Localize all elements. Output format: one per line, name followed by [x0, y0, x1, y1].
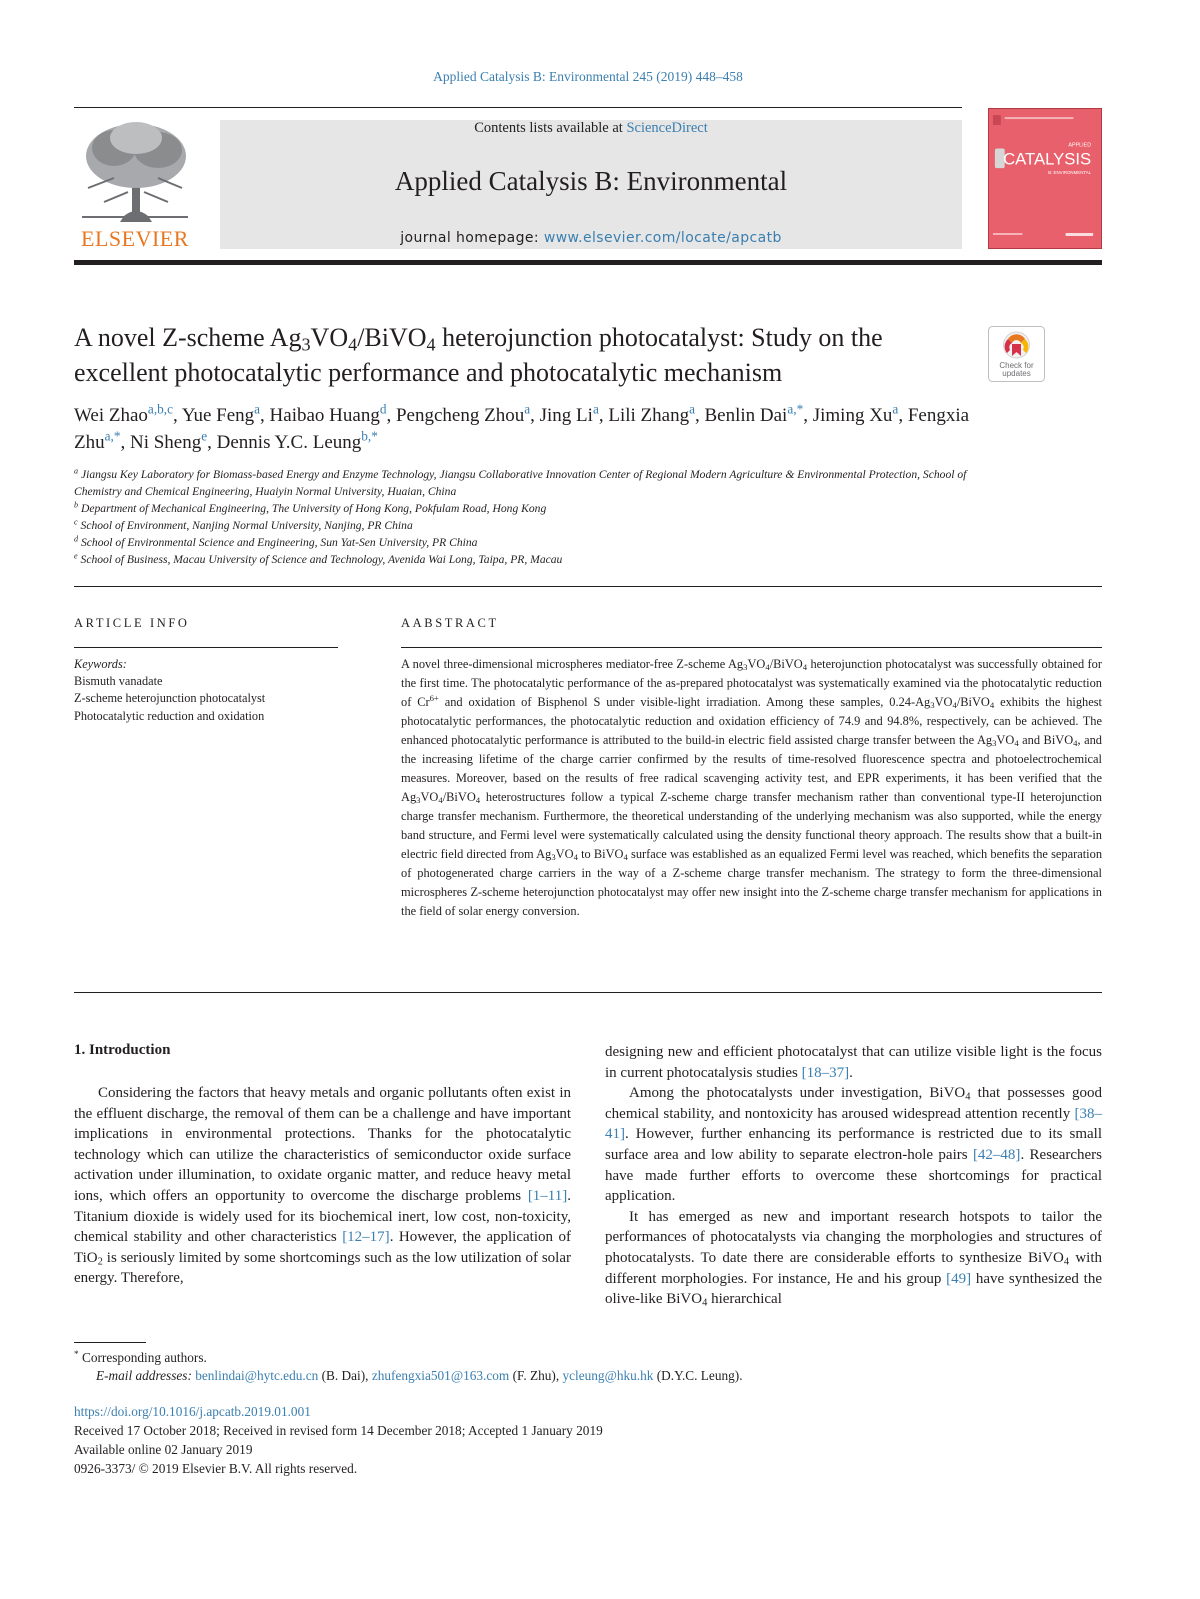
check-updates-line1: Check for [999, 361, 1034, 370]
svg-text:B: ENVIRONMENTAL: B: ENVIRONMENTAL [1048, 170, 1092, 176]
homepage-prefix: journal homepage: [400, 230, 544, 246]
svg-text:APPLIED: APPLIED [1068, 142, 1092, 149]
citation-link[interactable]: [42–48] [972, 1146, 1021, 1163]
paragraph: Considering the factors that heavy metals and organic pollutants often exist in the effluent discharge, the removal of them can be a challenge and have important implications in environmental protections. Thanks for the photocatalytic technology which can utilize the characteristics of semiconductor oxide surface activation under illumination, to oxidate organic matter, and reduce heavy metal ions, which offers an opportunity to overcome the discharge problems [1–11]. Titanium dioxide is widely used for its biochemical inert, low cost, non-toxicity, chemical stability and other characteristics [12–17]. However, the application of TiO$_2$ is seriously limited by some shortcomings such as the low utilization of solar energy. Therefore, [74, 1085, 571, 1287]
affiliation-text: School of Environmental Science and Engineering, Sun Yat-Sen University, PR China [80, 536, 478, 549]
author-affiliation-mark[interactable]: e [201, 428, 208, 444]
author-separator: , [530, 405, 540, 426]
affiliation-item [74, 551, 1014, 568]
author-name[interactable]: Dennis Y.C. Leung [216, 432, 362, 453]
author-affiliation-mark[interactable]: d [379, 401, 387, 417]
contents-available-line [220, 120, 962, 137]
author-name[interactable]: Benlin Dai [704, 405, 788, 426]
check-for-updates-badge[interactable] [988, 326, 1045, 382]
author-name[interactable]: Pengcheng Zhou [395, 405, 525, 426]
header-bottom-rule [74, 260, 1102, 265]
journal-name: Applied Catalysis B: Environmental [394, 166, 788, 196]
affiliation-text: School of Environment, Nanjing Normal University, Nanjing, PR China [80, 519, 413, 532]
affiliation-mark: c [74, 517, 78, 527]
author-separator: , [898, 405, 908, 426]
contents-prefix: Contents lists available at [474, 120, 627, 136]
affiliation-item [74, 517, 1014, 534]
paragraph: designing new and efficient photocatalyst that can utilize visible light is the focus in current photocatalysis studies [18–37]. [605, 1044, 1102, 1081]
author-name[interactable]: Fengxia Zhu [74, 405, 970, 453]
article-info-heading: ARTICLE INFO [74, 616, 190, 630]
abstract-bottom-rule [74, 992, 1102, 993]
email-link[interactable]: ycleung@hku.hk [562, 1368, 654, 1383]
author-affiliation-mark[interactable]: b,* [361, 428, 378, 444]
affiliation-rule [74, 586, 1102, 587]
keyword-item: Z-scheme heterojunction photocatalyst [74, 691, 266, 706]
corresponding-footnote: * Corresponding authors. [74, 1349, 207, 1365]
article-title: A novel Z-scheme $Ag_3VO_4/BiVO_4$ heterojunction photocatalyst: Study on the excellent photocatalytic performance and photocatalytic mechanism [74, 323, 883, 387]
author-separator: , [694, 405, 705, 426]
author-separator: , [598, 405, 609, 426]
keywords-block [74, 656, 364, 725]
paragraph: Among the photocatalysts under investigation, BiVO$_4$ that possesses good chemical stability, and nontoxicity has aroused widespread attention recently [38–41]. However, further enhancing its performance is restricted due to its small surface area and low ability to separate electron-hole pairs [42–48]. Researchers have made further efforts to overcome these shortcomings for practical application. [605, 1085, 1102, 1205]
keywords-label: Keywords: [74, 657, 127, 671]
affiliation-text: Department of Mechanical Engineering, The University of Hong Kong, Pokfulam Road, Hong Kong [80, 502, 547, 515]
author-name[interactable]: Lili Zhang [608, 405, 690, 426]
abstract-heading: AABSTRACT [401, 616, 499, 630]
elsevier-tree-logo [74, 118, 196, 250]
affiliation-text: Jiangsu Key Laboratory for Biomass-based Energy and Enzyme Technology, Jiangsu Collaborative Innovation Center of Regional Modern Agriculture & Environmental Protection, School of Chemistry and Chemical Engineering, Huaiyin Normal University, Huaian, China [74, 468, 967, 498]
sciencedirect-link[interactable]: ScienceDirect [626, 120, 708, 136]
author-name[interactable]: Wei Zhao [74, 405, 148, 426]
abstract-rule [401, 647, 1102, 648]
author-separator: , [173, 405, 182, 426]
copyright: 0926-3373/ © 2019 Elsevier B.V. All rights reserved. [74, 1461, 358, 1476]
author-affiliation-mark[interactable]: a,* [104, 428, 121, 444]
author-separator: , [120, 432, 130, 453]
publication-info [74, 1402, 1102, 1478]
affiliation-item [74, 466, 1014, 500]
email-link[interactable]: zhufengxia501@163.com [371, 1368, 510, 1383]
author-affiliation-mark[interactable]: a [689, 401, 695, 417]
author-name[interactable]: Ni Sheng [129, 432, 202, 453]
elsevier-wordmark: ELSEVIER [81, 226, 189, 250]
doi-link[interactable]: https://doi.org/10.1016/j.apcatb.2019.01.001 [74, 1404, 311, 1419]
citation-link[interactable]: [12–17] [342, 1229, 390, 1246]
author-affiliation-mark[interactable]: a,b,c [147, 401, 174, 417]
author-separator: , [803, 405, 813, 426]
affiliation-item [74, 534, 1014, 551]
journal-reference-link[interactable]: Applied Catalysis B: Environmental 245 (2019) 448–458 [433, 69, 743, 84]
author-affiliation-mark[interactable]: a [254, 401, 261, 417]
check-updates-line2: updates [1002, 369, 1031, 378]
body-column-left [74, 1083, 571, 1289]
citation-link[interactable]: [1–11] [527, 1187, 568, 1204]
author-name[interactable]: Jing Li [539, 405, 593, 426]
abstract-text: A novel three-dimensional microspheres mediator-free Z-scheme $Ag_3VO_4/BiVO_4$ heterojunction photocatalyst was successfully obtained for the first time. The photocatalytic performance of the as-prepared photocatalyst was systematically examined via the photocatalytic reduction of $Cr^{6+}$ and oxidation of Bisphenol S under visible-light irradiation. Among these samples, $0.24-Ag_3VO_4/BiVO_4$ exhibits the highest photocatalytic performances, the photocatalytic reduction and oxidation efficiency of 74.9 and 94.8%, respectively, can be achieved. The enhanced photocatalytic performance is attributed to the build-in electric field assisted charge transfer between the $Ag_3VO_4$ and BiVO$_4$, and the increasing lifetime of the charge carrier confirmed by the results of time-resolved fluorescence spectra and photoelectrochemical measures. Moreover, based on the results of free radical scavenging activity test, and EPR experiments, it has been verified that the $Ag_3VO_4/BiVO_4$ heterostructures follow a typical Z-scheme charge transfer mechanism rather than conventional type-II heterojunction charge transfer mechanism. Furthermore, the theoretical understanding of the underlying mechanism was also supported, while the energy band structure, and Fermi level were systematically calculated using the density functional theory approach. The results show that a built-in electric field directed from $Ag_3VO_4$ to BiVO$_4$ surface was established as an equalized Fermi level was reached, which benefits the separation of photogenerated charge carriers in the way of a Z-scheme charge transfer mechanism. The strategy to form the three-dimensional microspheres Z-scheme heterojunction photocatalyst may offer new insight into the Z-scheme charge transfer mechanism for applications in the field of solar energy conversion. [401, 657, 1103, 918]
journal-homepage-line [220, 230, 962, 246]
keyword-item: Bismuth vanadate [74, 674, 163, 689]
author-separator: , [386, 405, 396, 426]
body-column-right [605, 1042, 1102, 1310]
footnote-rule [74, 1342, 146, 1343]
author-affiliation-mark[interactable]: a,* [787, 401, 804, 417]
affiliation-mark: d [74, 534, 79, 544]
received-dates: Received 17 October 2018; Received in revised form 14 December 2018; Accepted 1 January 2019 [74, 1423, 603, 1438]
affiliation-mark: a [74, 466, 79, 476]
svg-text:CATALYSIS: CATALYSIS [1003, 149, 1092, 169]
footnotes [74, 1349, 1102, 1385]
journal-homepage-link[interactable]: www.elsevier.com/locate/apcatb [543, 230, 782, 246]
email-footnote: E-mail addresses: benlindai@hytc.edu.cn (B. Dai), zhufengxia501@163.com (F. Zhu), ycleung@hku.hk (D.Y.C. Leung). [96, 1368, 743, 1383]
keyword-item: Photocatalytic reduction and oxidation [74, 708, 265, 723]
email-link[interactable]: benlindai@hytc.edu.cn [195, 1368, 319, 1383]
affiliation-mark: b [74, 500, 79, 510]
header-top-rule [74, 107, 962, 108]
author-affiliation-mark[interactable]: a [592, 401, 599, 417]
section-heading-introduction: 1. Introduction [74, 1042, 171, 1058]
affiliation-mark: e [74, 551, 78, 561]
journal-cover-image[interactable] [988, 108, 1102, 249]
paragraph: It has emerged as new and important research hotspots to tailor the performances of photocatalysts via changing the morphologies and structures of photocatalysts. To date there are considerable efforts to synthesize BiVO$_4$ with different morphologies. For instance, He and his group [49] have synthesized the olive-like BiVO$_4$ hierarchical [605, 1208, 1103, 1309]
author-name[interactable]: Haibao Huang [269, 405, 380, 426]
author-name[interactable]: Yue Feng [181, 405, 255, 426]
author-name[interactable]: Jiming Xu [812, 405, 893, 426]
affiliation-list [74, 466, 1014, 568]
affiliation-item [74, 500, 1014, 517]
author-list [74, 402, 974, 456]
citation-link[interactable]: [38–41] [605, 1105, 1102, 1143]
citation-link[interactable]: [18–37] [801, 1064, 850, 1081]
author-separator: , [260, 405, 270, 426]
citation-link[interactable]: [49] [946, 1270, 972, 1287]
article-info-rule [74, 647, 338, 648]
author-affiliation-mark[interactable]: a [524, 401, 531, 417]
author-affiliation-mark[interactable]: a [892, 401, 899, 417]
available-online: Available online 02 January 2019 [74, 1442, 253, 1457]
affiliation-text: School of Business, Macau University of Science and Technology, Avenida Wai Long, Taipa, PR, Macau [80, 553, 563, 566]
author-separator: , [207, 432, 217, 453]
